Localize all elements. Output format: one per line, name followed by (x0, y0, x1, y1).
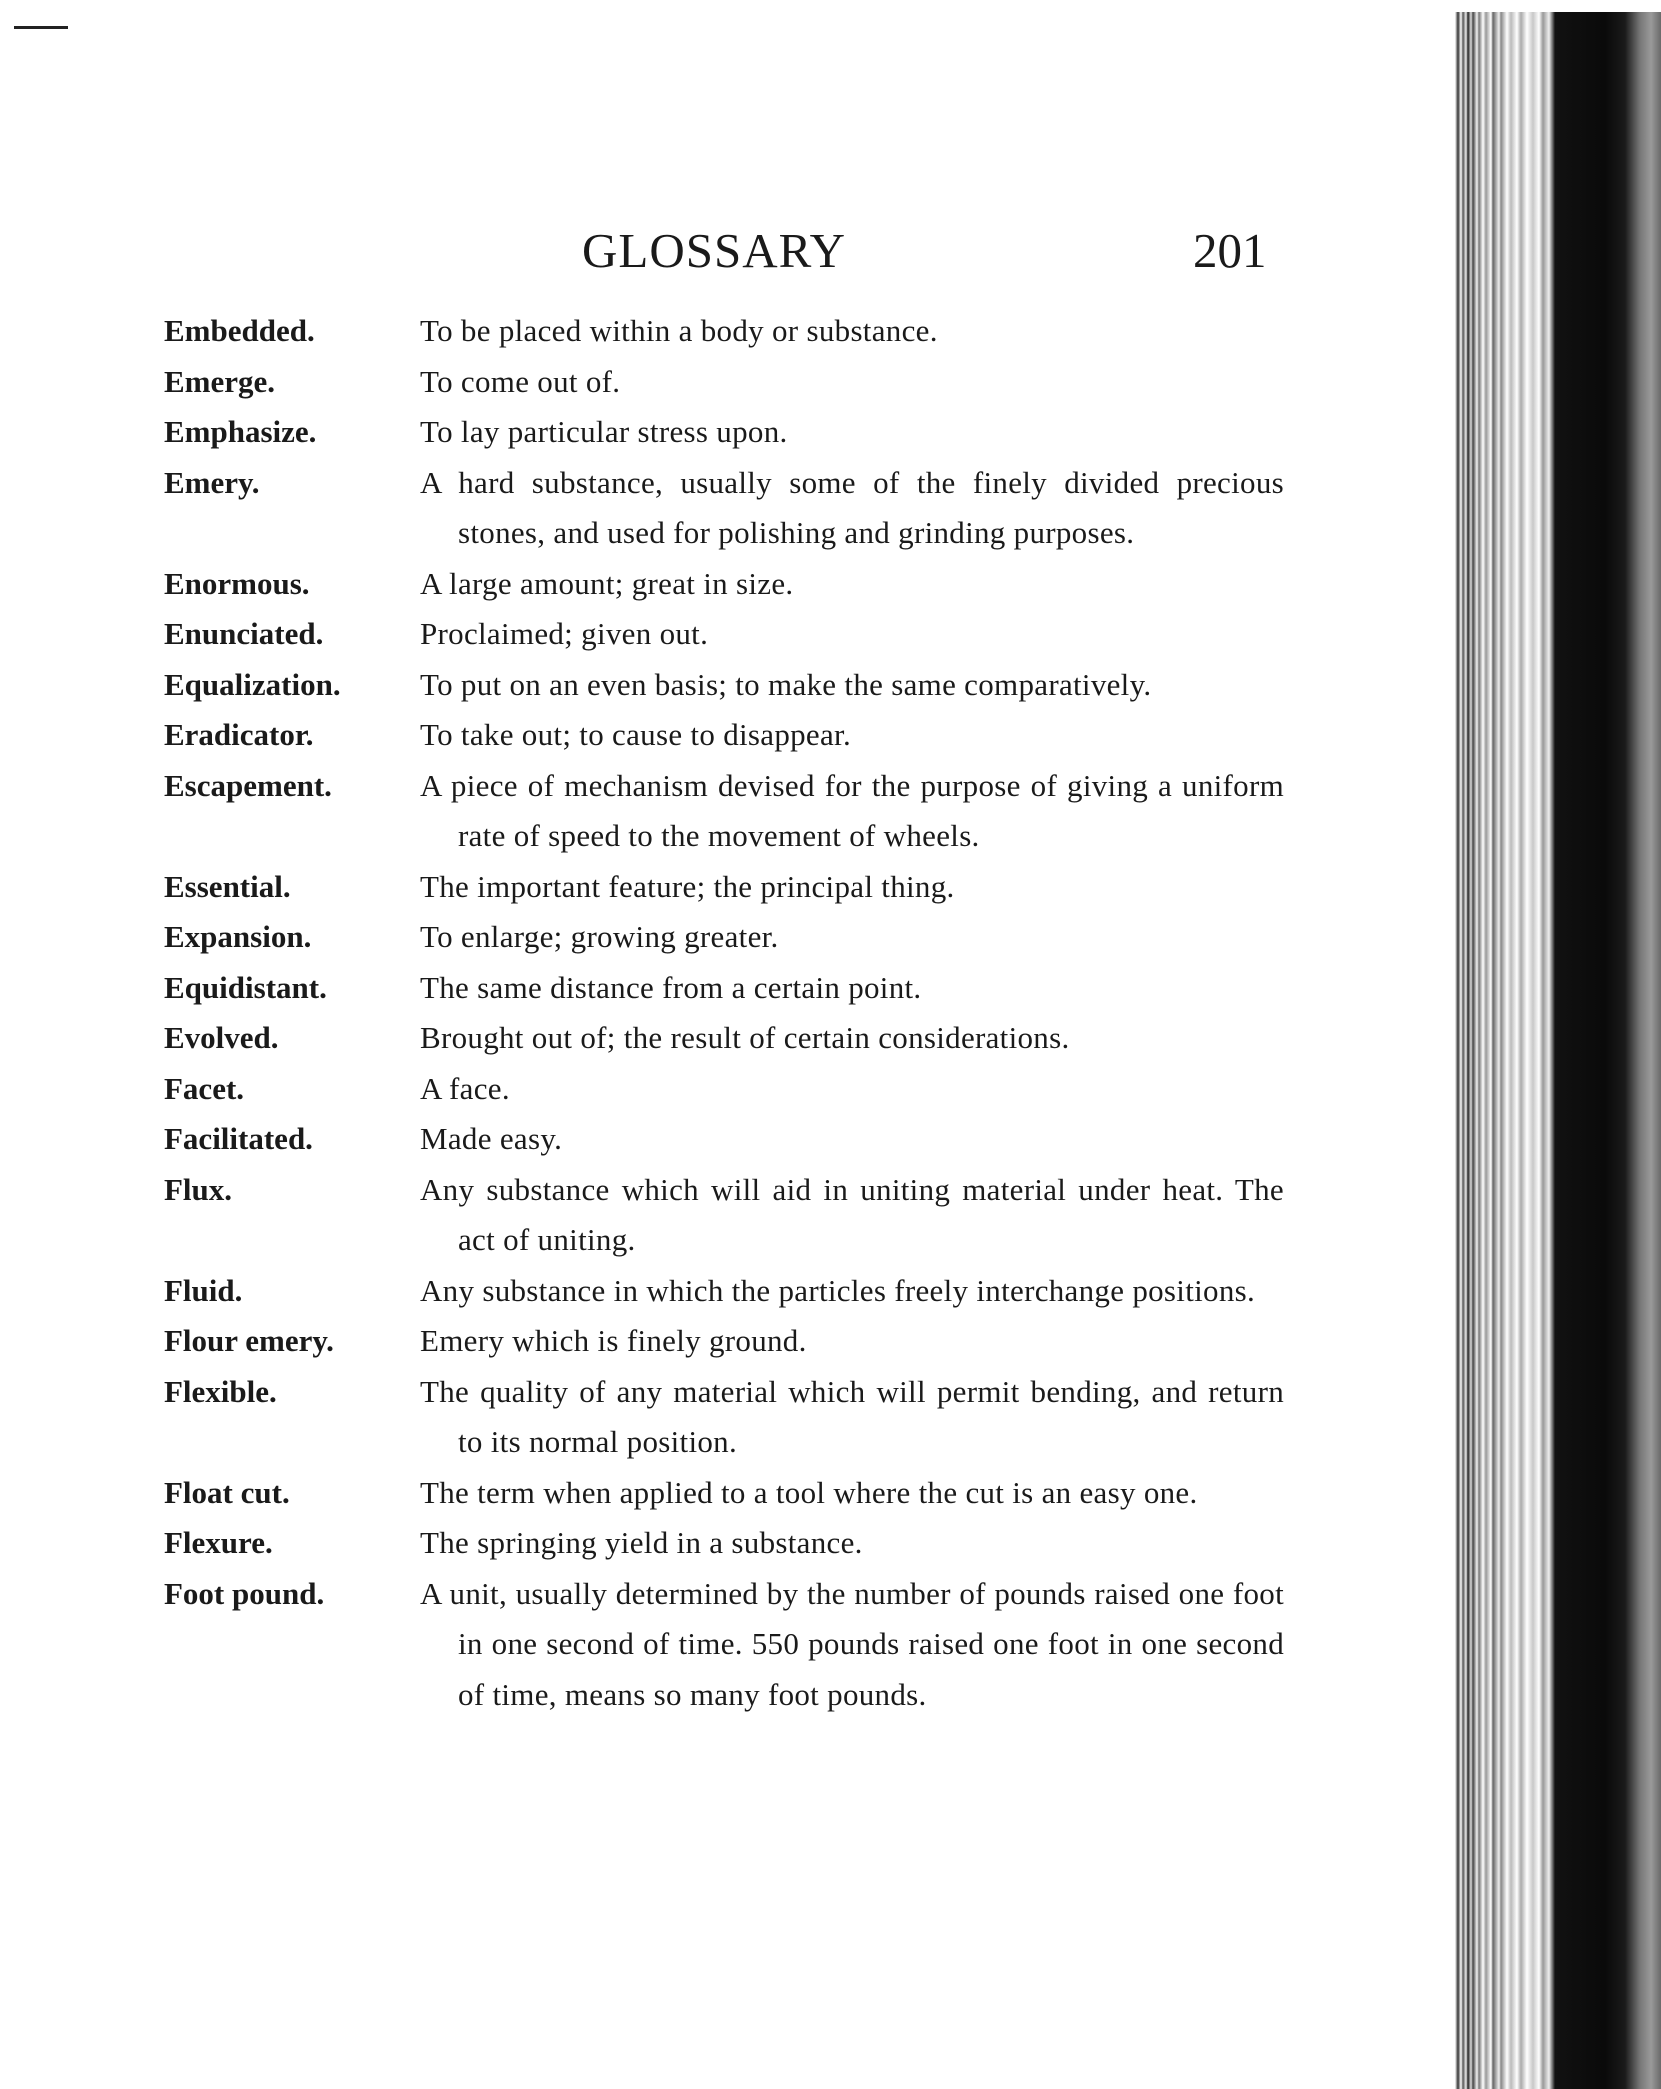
glossary-entry (164, 1266, 1284, 1317)
glossary-term: Embedded. (164, 313, 315, 348)
glossary-term: Enormous. (164, 565, 310, 601)
glossary-definition: To be placed within a body or substance. (420, 313, 938, 348)
glossary-term: Flexure. (164, 1525, 273, 1560)
glossary-list (164, 306, 1284, 1720)
glossary-term: Fluid. (164, 1272, 243, 1308)
glossary-definition: The important feature; the principal thing. (420, 868, 955, 904)
glossary-definition: A hard substance, usually some of the finely divided precious stones, and used for polishing and grinding purposes. (420, 464, 1284, 550)
glossary-entry (164, 1569, 1284, 1721)
glossary-entry (164, 357, 1284, 408)
glossary-definition: Any substance in which the particles freely interchange positions. (420, 1272, 1256, 1308)
glossary-term: Eradicator. (164, 717, 314, 752)
glossary-definition: To come out of. (420, 363, 621, 399)
glossary-term: Emphasize. (164, 414, 317, 449)
glossary-entry (164, 660, 1284, 711)
glossary-definition: To enlarge; growing greater. (420, 919, 779, 954)
glossary-definition: Any substance which will aid in uniting material under heat. The act of uniting. (420, 1171, 1284, 1257)
glossary-term: Flour emery. (164, 1323, 334, 1358)
glossary-entry (164, 458, 1284, 559)
glossary-definition: The quality of any material which will permit bending, and return to its normal position. (420, 1373, 1284, 1459)
glossary-entry (164, 912, 1284, 963)
glossary-term: Foot pound. (164, 1575, 325, 1611)
glossary-entry (164, 1518, 1284, 1569)
glossary-entry (164, 559, 1284, 610)
glossary-definition: To put on an even basis; to make the same comparatively. (420, 666, 1152, 702)
glossary-definition: The same distance from a certain point. (420, 969, 922, 1005)
glossary-term: Flexible. (164, 1373, 277, 1409)
glossary-entry (164, 761, 1284, 862)
glossary-term: Essential. (164, 868, 291, 904)
glossary-entry (164, 1316, 1284, 1367)
glossary-entry (164, 1367, 1284, 1468)
page-number: 201 (1193, 223, 1267, 278)
glossary-entry (164, 1165, 1284, 1266)
glossary-term: Emerge. (164, 363, 276, 399)
glossary-term: Expansion. (164, 919, 312, 954)
glossary-entry (164, 862, 1284, 913)
glossary-term: Facilitated. (164, 1121, 313, 1156)
glossary-term: Float cut. (164, 1474, 290, 1510)
glossary-definition: To take out; to cause to disappear. (420, 717, 852, 752)
glossary-definition: The springing yield in a substance. (420, 1525, 863, 1560)
glossary-entry (164, 1064, 1284, 1115)
scan-margin-mark (14, 26, 68, 29)
glossary-term: Equalization. (164, 666, 341, 702)
page-title: GLOSSARY (582, 223, 846, 278)
glossary-definition: The term when applied to a tool where the cut is an easy one. (420, 1474, 1198, 1510)
glossary-definition: Brought out of; the result of certain considerations. (420, 1020, 1070, 1055)
glossary-term: Equidistant. (164, 969, 327, 1005)
glossary-definition: A large amount; great in size. (420, 565, 794, 601)
glossary-entry (164, 1013, 1284, 1064)
glossary-term: Escapement. (164, 767, 332, 803)
glossary-definition: Made easy. (420, 1121, 563, 1156)
glossary-term: Flux. (164, 1171, 233, 1207)
glossary-entry (164, 1114, 1284, 1165)
glossary-entry (164, 407, 1284, 458)
glossary-entry (164, 710, 1284, 761)
glossary-definition: A unit, usually determined by the number of pounds raised one foot in one second of time. 550 pounds raised one foot in one second of time, means so many foot pounds. (420, 1575, 1284, 1712)
glossary-term: Facet. (164, 1070, 245, 1106)
page-header (0, 222, 1400, 282)
glossary-entry (164, 963, 1284, 1014)
book-spine-edge (1455, 12, 1661, 2089)
glossary-definition: A face. (420, 1070, 510, 1106)
glossary-entry (164, 609, 1284, 660)
glossary-term: Evolved. (164, 1020, 279, 1055)
glossary-definition: Proclaimed; given out. (420, 616, 709, 651)
glossary-entry (164, 1468, 1284, 1519)
glossary-definition: A piece of mechanism devised for the purpose of giving a uniform rate of speed to the movement of wheels. (420, 767, 1284, 853)
glossary-entry (164, 306, 1284, 357)
glossary-definition: Emery which is finely ground. (420, 1323, 807, 1358)
glossary-term: Enunciated. (164, 616, 324, 651)
glossary-definition: To lay particular stress upon. (420, 414, 788, 449)
glossary-term: Emery. (164, 464, 260, 500)
